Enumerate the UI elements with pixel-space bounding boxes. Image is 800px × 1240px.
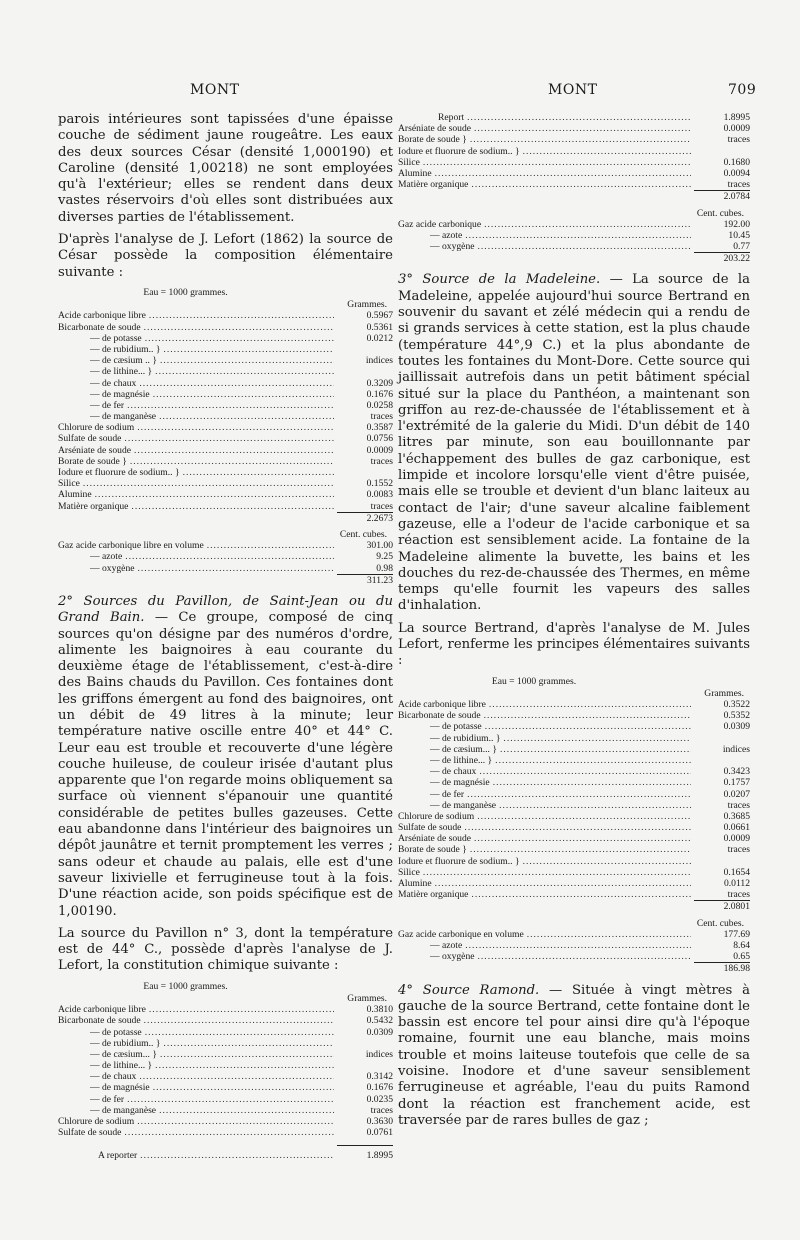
leader-dots <box>435 878 691 889</box>
row-value: 1.8995 <box>723 112 750 123</box>
row-label: — oxygène <box>90 562 135 574</box>
row-value: 192.00 <box>723 218 750 230</box>
table-row <box>58 489 393 500</box>
row-label: Silice <box>398 156 420 168</box>
table-row <box>398 157 750 168</box>
row-value: 0.1552 <box>366 478 393 490</box>
leader-dots <box>163 344 334 355</box>
leader-dots <box>145 333 334 344</box>
row-value: 0.5352 <box>723 710 750 722</box>
leader-dots <box>95 489 334 500</box>
leader-dots <box>489 699 691 710</box>
row-label: — azote <box>430 229 463 241</box>
leader-dots <box>138 563 335 574</box>
row-value: 0.0309 <box>366 1026 393 1038</box>
table-row <box>398 755 750 766</box>
table-row <box>58 551 393 562</box>
leader-dots <box>485 721 691 732</box>
leader-dots <box>527 929 691 940</box>
section-title: 2° Sources du Pavillon, de Saint-Jean ou du Grand Bain. <box>58 593 393 626</box>
leader-dots <box>465 230 691 241</box>
section-text: — La source de la Madeleine, appelée aujourd'hui source Bertrand en souvenir du savant et zélé médecin qui a rendu de si grands services à cette station, est la plus chaude (température 44°,9 C.) et la plus abondante de toutes les fontaines du Mont-Dore. Cette source qui jaillissait autrefois dans un petit bâtiment spécial situé sur la place du Panthéon, a maintenant son griffon au rez-de-chaussée de l'établissement et à l'extrémité de la galerie du Midi. D'un débit de 140 litres par minute, son eau bouillonnante par l'échappement des bulles de gaz carbonique, est limpide et incolore lorsqu'elle vient d'être puisée, mais elle se trouble et devient d'un blanc laiteux au contact de l'air; d'une saveur alcaline faiblement gazeuse, elle a l'odeur de l'acide carbonique et sa réaction est sensiblement acide. La fontaine de la Madeleine alimente la buvette, les bains et les douches du rez-de-chaussée des Thermes, en même temps qu'elle fournit les vapeurs des salles d'inhalation. <box>398 272 750 614</box>
table-row <box>58 501 393 512</box>
row-label: — de magnésie <box>430 777 490 789</box>
row-label: Alumine <box>398 167 432 179</box>
row-label: — de magnésie <box>90 1082 150 1094</box>
row-value: 0.0258 <box>366 399 393 411</box>
leader-dots <box>83 478 334 489</box>
leader-dots <box>423 867 691 878</box>
leader-dots <box>137 422 334 433</box>
table-row <box>398 766 750 777</box>
row-label: — de rubidium.. } <box>90 1037 161 1049</box>
row-label: Iodure et fluorure de sodium.. } <box>398 855 520 867</box>
table-row <box>398 146 750 157</box>
row-label: Acide carbonique libre <box>398 699 486 711</box>
table-total: 2.0801 <box>398 900 750 912</box>
section-paragraph <box>58 594 393 920</box>
table-caption: Eau = 1000 grammes. <box>143 286 228 298</box>
row-value: traces <box>727 134 750 146</box>
row-label: Silice <box>398 866 420 878</box>
left-column <box>58 112 393 1169</box>
row-value: 0.0309 <box>723 721 750 733</box>
leader-dots <box>159 411 334 422</box>
leader-dots <box>149 310 334 321</box>
table-row <box>58 433 393 444</box>
leader-dots <box>124 1127 334 1138</box>
leader-dots <box>144 1015 334 1026</box>
row-label: Gaz acide carbonique <box>398 218 482 230</box>
table-row <box>58 411 393 422</box>
leader-dots <box>139 1071 334 1082</box>
table-row <box>58 1071 393 1082</box>
row-label: — de manganèse <box>90 411 157 423</box>
row-label: Acide carbonique libre <box>58 310 146 322</box>
leader-dots <box>484 710 691 721</box>
row-label: Sulfate de soude <box>398 822 462 834</box>
table-row <box>398 811 750 822</box>
row-label: Gaz acide carbonique libre en volume <box>58 540 204 552</box>
table-row <box>58 478 393 489</box>
composition-table-cesar <box>58 287 393 586</box>
row-value: 0.3423 <box>723 766 750 778</box>
row-value: 0.1676 <box>366 388 393 400</box>
row-value: 0.5967 <box>366 310 393 322</box>
row-value: 0.0112 <box>723 878 750 890</box>
table-row <box>58 1049 393 1060</box>
table-row <box>58 344 393 355</box>
row-label: — de lithine... } <box>90 366 153 378</box>
paragraph: La source Bertrand, d'après l'analyse de M. Jules Lefort, renferme les principes élémentaires suivants : <box>398 620 750 669</box>
paragraph: La source du Pavillon n° 3, dont la température est de 44° C., possède d'après l'analyse de J. Lefort, la constitution chimique suivante : <box>58 925 393 974</box>
row-value: 0.0009 <box>366 444 393 456</box>
row-label: Arséniate de soude <box>398 123 471 135</box>
leader-dots <box>127 400 334 411</box>
row-label: — azote <box>430 939 463 951</box>
row-value: 0.3142 <box>366 1071 393 1083</box>
table-row <box>58 1015 393 1026</box>
row-value: traces <box>727 179 750 191</box>
table-row <box>58 1082 393 1093</box>
row-label: — de potasse <box>430 721 482 733</box>
row-value: 0.0009 <box>723 833 750 845</box>
leader-dots <box>464 822 691 833</box>
leader-dots <box>435 168 691 179</box>
gas-unit: Cent. cubes. <box>696 207 744 219</box>
leader-dots <box>470 844 691 855</box>
gas-unit: Cent. cubes. <box>339 528 387 540</box>
row-value: 0.1676 <box>366 1082 393 1094</box>
row-label: Bicarbonate de soude <box>398 710 481 722</box>
row-label: — de fer <box>90 1093 125 1105</box>
leader-dots <box>144 322 334 333</box>
table-row <box>398 789 750 800</box>
table-caption: Eau = 1000 grammes. <box>143 980 228 992</box>
leader-dots <box>130 456 334 467</box>
gas-total: 186.98 <box>398 962 750 974</box>
row-label: — de manganèse <box>90 1104 157 1116</box>
leader-dots <box>160 1049 334 1060</box>
table-row <box>398 940 750 951</box>
row-label: Sulfate de soude <box>58 433 122 445</box>
leader-dots <box>523 146 691 157</box>
row-label: Chlorure de sodium <box>58 422 135 434</box>
row-value: 0.0212 <box>366 332 393 344</box>
row-label: Alumine <box>58 489 92 501</box>
row-label: — de fer <box>430 788 465 800</box>
section-text: — Située à vingt mètres à gauche de la source Bertrand, cette fontaine dont le bassin est encore tel pour ainsi dire qu'à l'époque romaine, fournit une eau blanche, mais moins trouble et moins laiteuse toutefois que celle de sa voisine. Inodore et d'une saveur sensiblement ferrugineuse et agréable, l'eau du puits Ramond dont la réaction est franchement acide, est traversée par de rares bulles de gaz ; <box>398 982 750 1128</box>
table-row <box>58 355 393 366</box>
table-row <box>58 366 393 377</box>
leader-dots <box>155 1060 334 1071</box>
table-rule <box>58 1138 393 1149</box>
row-value: 0.3630 <box>366 1116 393 1128</box>
row-value: 0.98 <box>376 562 393 574</box>
table-row <box>58 310 393 321</box>
table-row <box>398 844 750 855</box>
row-value: 0.65 <box>733 951 750 963</box>
row-value: 0.0661 <box>723 822 750 834</box>
running-header-left: MONT <box>190 82 240 98</box>
row-value: indices <box>365 1048 393 1060</box>
row-value: 0.77 <box>733 241 750 253</box>
row-label: — de manganèse <box>430 799 497 811</box>
row-label: Arséniate de soude <box>58 444 131 456</box>
table-row <box>58 563 393 574</box>
leader-dots <box>134 445 334 456</box>
leader-dots <box>478 241 692 252</box>
table-row <box>58 1038 393 1049</box>
table-row <box>398 878 750 889</box>
table-row <box>58 1004 393 1015</box>
row-value: traces <box>370 500 393 512</box>
leader-dots <box>155 366 334 377</box>
leader-dots <box>493 777 691 788</box>
row-value: 0.3209 <box>366 377 393 389</box>
right-column <box>398 112 750 1135</box>
row-label: Silice <box>58 478 80 490</box>
table-row <box>398 733 750 744</box>
row-label: — de potasse <box>90 332 142 344</box>
table-row <box>58 1027 393 1038</box>
leader-dots <box>127 1094 334 1105</box>
table-total: 2.0784 <box>398 190 750 202</box>
row-value: traces <box>727 889 750 901</box>
table-row <box>398 777 750 788</box>
row-label: Chlorure de sodium <box>58 1116 135 1128</box>
row-value: 0.0094 <box>723 167 750 179</box>
gas-total: 311.23 <box>58 574 393 586</box>
table-row <box>58 445 393 456</box>
row-value: indices <box>722 743 750 755</box>
composition-table-pavillon-continued <box>398 112 750 264</box>
table-row <box>398 699 750 710</box>
composition-table-pavillon <box>58 981 393 1161</box>
table-row <box>58 1105 393 1116</box>
leader-dots <box>500 744 691 755</box>
row-label: Borate de soude } <box>398 844 467 856</box>
table-row-carry: A reporter ..... 1.8995 <box>58 1150 393 1161</box>
table-row <box>58 467 393 478</box>
table-row <box>398 123 750 134</box>
gas-total: 203.22 <box>398 252 750 264</box>
row-label: — de magnésie <box>90 388 150 400</box>
table-row <box>58 389 393 400</box>
paragraph: D'après l'analyse de J. Lefort (1862) la source de César possède la composition élémentaire suivante : <box>58 232 393 280</box>
table-row <box>58 1116 393 1127</box>
leader-dots <box>503 733 691 744</box>
gas-unit: Cent. cubes. <box>696 917 744 929</box>
row-label: — de cæsium... } <box>90 1048 157 1060</box>
table-row <box>58 400 393 411</box>
leader-dots <box>153 389 334 400</box>
row-label: Report <box>438 112 465 123</box>
table-row <box>58 378 393 389</box>
table-unit: Grammes. <box>704 687 744 699</box>
table-caption: Eau = 1000 grammes. <box>491 675 577 687</box>
section-text: — Ce groupe, composé de cinq sources qu'on désigne par des numéros d'ordre, alimente les baignoires à eau courante du deuxième étage de l'établissement, c'est-à-dire des Bains chauds du Pavillon. Ces fontaines dont les griffons émergent au fond des baignoires, ont un débit de 49 litres à la minute; leur température native oscille entre 40° et 44° C. Leur eau est trouble et recouverte d'une légère couche huileuse, de couleur irisée d'autant plus apparente que l'on regarde moins obliquement sa surface où viennent s'épanouir une quantité considérable de petites bulles gazeuses. Cette eau abandonne dans l'intérieur des baignoires un dépôt jaunâtre et ternit promptement les verres ; sans odeur et chaude au palais, elle est d'une saveur lixivielle et ferrugineuse tout à la fois. D'une réaction acide, son poids spécifique est de 1,00190. <box>58 610 393 919</box>
leader-dots <box>471 889 691 900</box>
leader-dots <box>474 123 691 134</box>
leader-dots <box>477 811 691 822</box>
row-value: 0.1757 <box>723 777 750 789</box>
row-label: Borate de soude } <box>58 455 127 467</box>
paragraph: parois intérieures sont tapissées d'une épaisse couche de sédiment jaune rougeâtre. Les eaux des deux sources César (densité 1,000190) et Caroline (densité 1,00218) ne sont employées qu'à l'extérieur; elles se rendent dans deux vastes réservoirs d'où elles sont distribuées aux diverses parties de l'établissement. <box>58 112 393 225</box>
leader-dots <box>131 501 334 512</box>
row-label: — de rubidium.. } <box>90 343 161 355</box>
row-label: — de cæsium... } <box>430 743 497 755</box>
table-row <box>58 422 393 433</box>
row-value: 0.5361 <box>366 321 393 333</box>
table-row <box>398 241 750 252</box>
row-value: 0.0083 <box>366 489 393 501</box>
section-paragraph <box>398 272 750 614</box>
row-value: 0.0235 <box>366 1093 393 1105</box>
row-label: Iodure et fluorure de sodium.. } <box>58 467 180 478</box>
row-label: Iodure et fluorure de sodium.. } <box>398 145 520 157</box>
table-row <box>58 333 393 344</box>
table-row <box>58 1127 393 1138</box>
row-label: — oxygène <box>430 241 475 253</box>
row-value: 0.5432 <box>366 1015 393 1027</box>
row-label: — de chaux <box>90 377 137 389</box>
row-label: Matière organique <box>398 889 469 901</box>
row-value: traces <box>370 1104 393 1116</box>
table-row <box>398 867 750 878</box>
section-title: 4° Source Ramond. <box>398 982 540 998</box>
running-header-center: MONT <box>548 82 598 98</box>
table-row <box>398 721 750 732</box>
row-label: Matière organique <box>398 179 469 191</box>
leader-dots <box>484 219 691 230</box>
row-label: — de rubidium.. } <box>430 732 501 744</box>
row-value: 301.00 <box>366 540 393 552</box>
table-row <box>398 833 750 844</box>
row-label: — de chaux <box>430 766 477 778</box>
composition-table-bertrand <box>398 676 750 975</box>
row-value: 9.25 <box>376 551 393 563</box>
row-label: Bicarbonate de soude <box>58 1015 141 1027</box>
row-label: — azote <box>90 551 123 563</box>
row-label: Arséniate de soude <box>398 833 471 845</box>
leader-dots <box>145 1027 334 1038</box>
row-label: Acide carbonique libre <box>58 1004 146 1016</box>
row-label: Gaz acide carbonique en volume <box>398 928 524 940</box>
row-value: 0.3810 <box>366 1004 393 1016</box>
row-value: 10.45 <box>728 229 750 241</box>
section-paragraph <box>398 983 750 1130</box>
table-total: 2.2673 <box>58 512 393 524</box>
table-row <box>398 168 750 179</box>
table-row <box>58 540 393 551</box>
row-label: Borate de soude } <box>398 134 467 146</box>
row-label: — de chaux <box>90 1071 137 1083</box>
leader-dots <box>159 1105 334 1116</box>
row-value: 8.64 <box>733 939 750 951</box>
table-row <box>398 822 750 833</box>
leader-dots <box>125 551 334 562</box>
leader-dots <box>207 540 334 551</box>
row-value: 0.0761 <box>366 1127 393 1139</box>
row-value: traces <box>727 799 750 811</box>
leader-dots <box>474 833 691 844</box>
table-row <box>398 800 750 811</box>
leader-dots <box>495 755 691 766</box>
table-row <box>398 951 750 962</box>
table-row <box>398 889 750 900</box>
row-value: 0.0756 <box>366 433 393 445</box>
row-value: 0.3685 <box>723 810 750 822</box>
row-value: traces <box>370 411 393 423</box>
table-unit: Grammes. <box>347 299 387 311</box>
row-label: — de lithine... } <box>90 1060 153 1072</box>
leader-dots <box>139 378 334 389</box>
section-title: 3° Source de la Madeleine. <box>398 272 601 288</box>
row-value: traces <box>727 844 750 856</box>
row-label: — de potasse <box>90 1026 142 1038</box>
leader-dots <box>153 1082 334 1093</box>
row-value: indices <box>365 355 393 367</box>
leader-dots <box>124 433 334 444</box>
row-value: 0.0009 <box>723 123 750 135</box>
row-label: — oxygène <box>430 951 475 963</box>
table-row <box>398 929 750 940</box>
table-row <box>398 134 750 145</box>
table-row <box>398 856 750 867</box>
leader-dots <box>478 951 692 962</box>
leader-dots <box>467 112 691 123</box>
row-value: 0.1680 <box>723 156 750 168</box>
leader-dots <box>467 789 691 800</box>
row-value: 0.3522 <box>723 699 750 711</box>
table-row <box>398 219 750 230</box>
row-value: 0.1654 <box>723 866 750 878</box>
row-label: — de lithine... } <box>430 754 493 766</box>
leader-dots <box>183 467 334 478</box>
leader-dots <box>423 157 691 168</box>
table-row <box>398 744 750 755</box>
leader-dots <box>465 940 691 951</box>
leader-dots <box>470 134 691 145</box>
table-row <box>58 1060 393 1071</box>
leader-dots <box>479 766 691 777</box>
table-row <box>398 230 750 241</box>
table-unit: Grammes. <box>347 992 387 1004</box>
leader-dots <box>499 800 691 811</box>
leader-dots <box>523 856 691 867</box>
row-value: traces <box>370 455 393 467</box>
page-number: 709 <box>728 82 757 98</box>
row-label: Sulfate de soude <box>58 1127 122 1139</box>
leader-dots <box>163 1038 334 1049</box>
table-row <box>58 456 393 467</box>
row-value: 0.3587 <box>366 422 393 434</box>
table-row <box>398 179 750 190</box>
leader-dots <box>149 1004 334 1015</box>
table-row <box>58 1094 393 1105</box>
leader-dots <box>137 1116 334 1127</box>
table-row <box>398 112 750 123</box>
row-label: — de cæsium .. } <box>90 355 157 367</box>
row-label: Alumine <box>398 878 432 890</box>
leader-dots <box>471 179 691 190</box>
leader-dots <box>160 355 334 366</box>
row-label: Bicarbonate de soude <box>58 321 141 333</box>
row-label: — de fer <box>90 399 125 411</box>
row-label: Chlorure de sodium <box>398 810 475 822</box>
row-label: Matière organique <box>58 500 129 512</box>
table-row <box>58 322 393 333</box>
row-value: 177.69 <box>723 928 750 940</box>
row-value: 0.0207 <box>723 788 750 800</box>
table-row <box>398 710 750 721</box>
